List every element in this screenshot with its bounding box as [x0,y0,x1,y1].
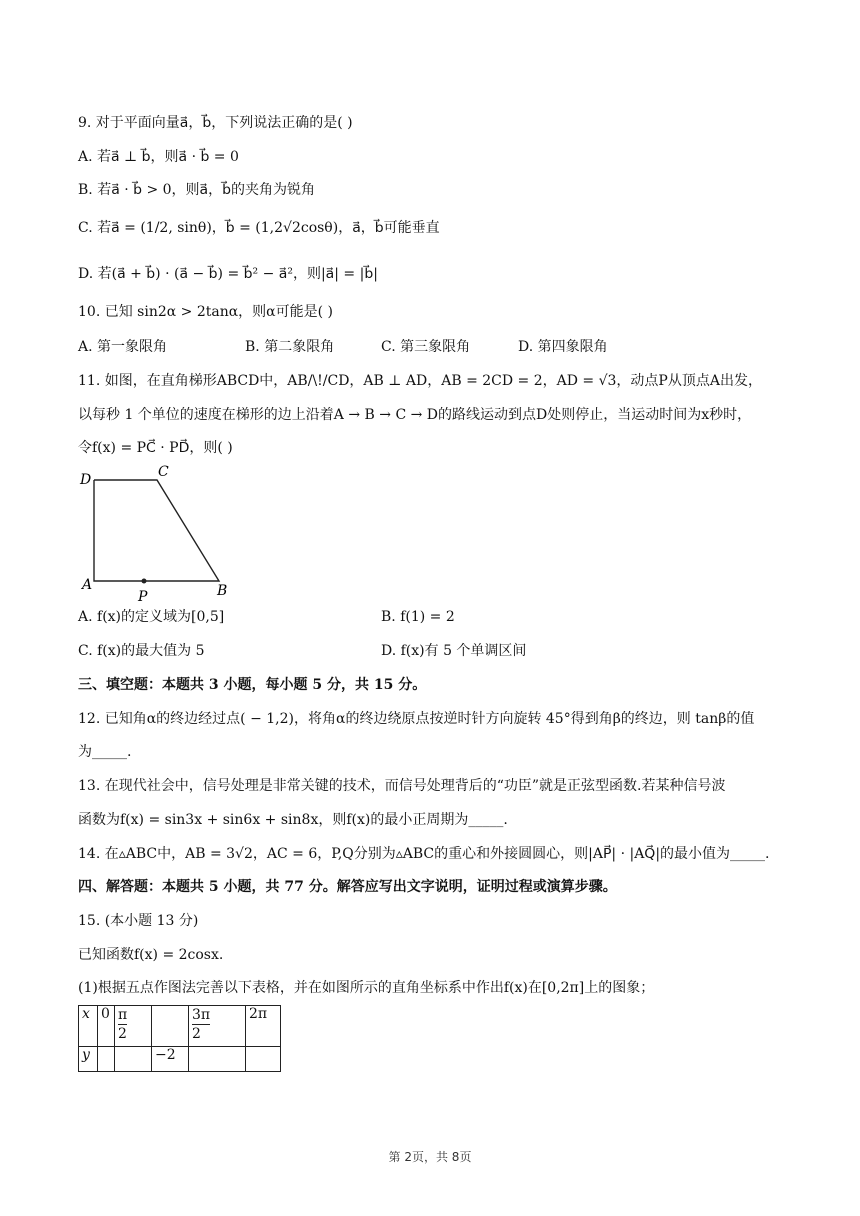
fraction-denominator: 2 [192,1026,201,1042]
q11-option-a: A. f(x)的定义域为[0,5] [78,609,225,625]
section-3-heading: 三、填空题：本题共 3 小题，每小题 5 分，共 15 分。 [78,677,427,693]
q11-line-3: 令f(x) = PC⃗ · PD⃗，则( ) [78,440,233,456]
trapezoid-outline [94,480,219,581]
point-p-dot [142,579,147,584]
q10-option-c: C. 第三象限角 [381,339,471,355]
q11-option-c: C. f(x)的最大值为 5 [78,643,205,659]
table-cell [98,1047,115,1072]
label-b: B [217,583,228,599]
q9-stem: 9. 对于平面向量a⃗，b⃗，下列说法正确的是( ) [78,115,353,131]
table-cell: −2 [152,1047,189,1072]
section-4-heading: 四、解答题：本题共 5 小题，共 77 分。解答应写出文字说明，证明过程或演算步骤。 [78,879,617,895]
table-cell-y-label: y [79,1047,98,1072]
fraction-numerator: π [118,1007,128,1023]
q9-option-a: A. 若a⃗ ⊥ b⃗，则a⃗ · b⃗ = 0 [78,149,239,165]
q9-option-b: B. 若a⃗ · b⃗ > 0，则a⃗，b⃗的夹角为锐角 [78,182,316,198]
q10-option-d: D. 第四象限角 [518,339,608,355]
q15-header: 15. (本小题 13 分) [78,913,199,929]
q10-option-b: B. 第二象限角 [245,339,335,355]
fraction-numerator: 3π [192,1007,211,1023]
q15-part-1: (1)根据五点作图法完善以下表格，并在如图所示的直角坐标系中作出f(x)在[0,2π]上的图象； [78,980,655,996]
table-row [79,1047,281,1072]
table-cell-x-label: x [79,1006,98,1047]
table-cell [246,1047,281,1072]
q13-line-1: 13. 在现代社会中，信号处理是非常关键的技术，而信号处理背后的“功臣”就是正弦型函数.若某种信号波 [78,778,726,794]
q9-option-c: C. 若a⃗ = (1/2, sinθ)，b⃗ = (1,2√2cosθ)，a⃗，b⃗可能垂直 [78,220,440,236]
fraction-denominator: 2 [118,1026,127,1042]
q14-text: 14. 在▵ABC中，AB = 3√2，AC = 6，P,Q分别为▵ABC的重心和外接圆圆心，则|AP⃗| · |AQ⃗|的最小值为_____. [78,846,770,862]
q15-given: 已知函数f(x) = 2cosx. [78,947,224,963]
table-cell: 2π [246,1006,281,1047]
label-p: P [138,589,148,605]
label-a: A [82,577,93,593]
table-row [79,1006,281,1047]
q11-line-1: 11. 如图，在直角梯形ABCD中，AB/\!/CD，AB ⊥ AD，AB = 2CD = 2，AD = √3，动点P从顶点A出发， [78,373,762,389]
q10-stem: 10. 已知 sin2α > 2tanα，则α可能是( ) [78,304,334,320]
q9-option-d: D. 若(a⃗ + b⃗) · (a⃗ − b⃗) = b⃗² − a⃗²，则|a⃗| = |b⃗| [78,266,378,282]
five-point-table [78,1005,281,1072]
q11-option-b: B. f(1) = 2 [381,609,455,625]
q13-line-2: 函数为f(x) = sin3x + sin6x + sin8x，则f(x)的最小正周期为_____. [78,812,508,828]
page-footer: 第 2页，共 8页 [388,1150,472,1164]
table-cell: 0 [98,1006,115,1047]
table-cell [189,1047,246,1072]
table-cell [152,1006,189,1047]
q10-option-a: A. 第一象限角 [78,339,168,355]
label-d: D [80,472,92,488]
table-cell-fraction [115,1006,152,1047]
label-c: C [158,464,169,480]
q12-line-1: 12. 已知角α的终边经过点( − 1,2)，将角α的终边绕原点按逆时针方向旋转 45°得到角β的终边，则 tanβ的值 [78,711,755,727]
q11-option-d: D. f(x)有 5 个单调区间 [381,643,527,659]
table-cell [115,1047,152,1072]
trapezoid-figure [72,460,242,608]
q11-line-2: 以每秒 1 个单位的速度在梯形的边上沿着A → B → C → D的路线运动到点D处则停止，当运动时间为x秒时， [78,407,752,423]
table-cell-fraction [189,1006,246,1047]
q12-line-2: 为_____. [78,744,132,760]
